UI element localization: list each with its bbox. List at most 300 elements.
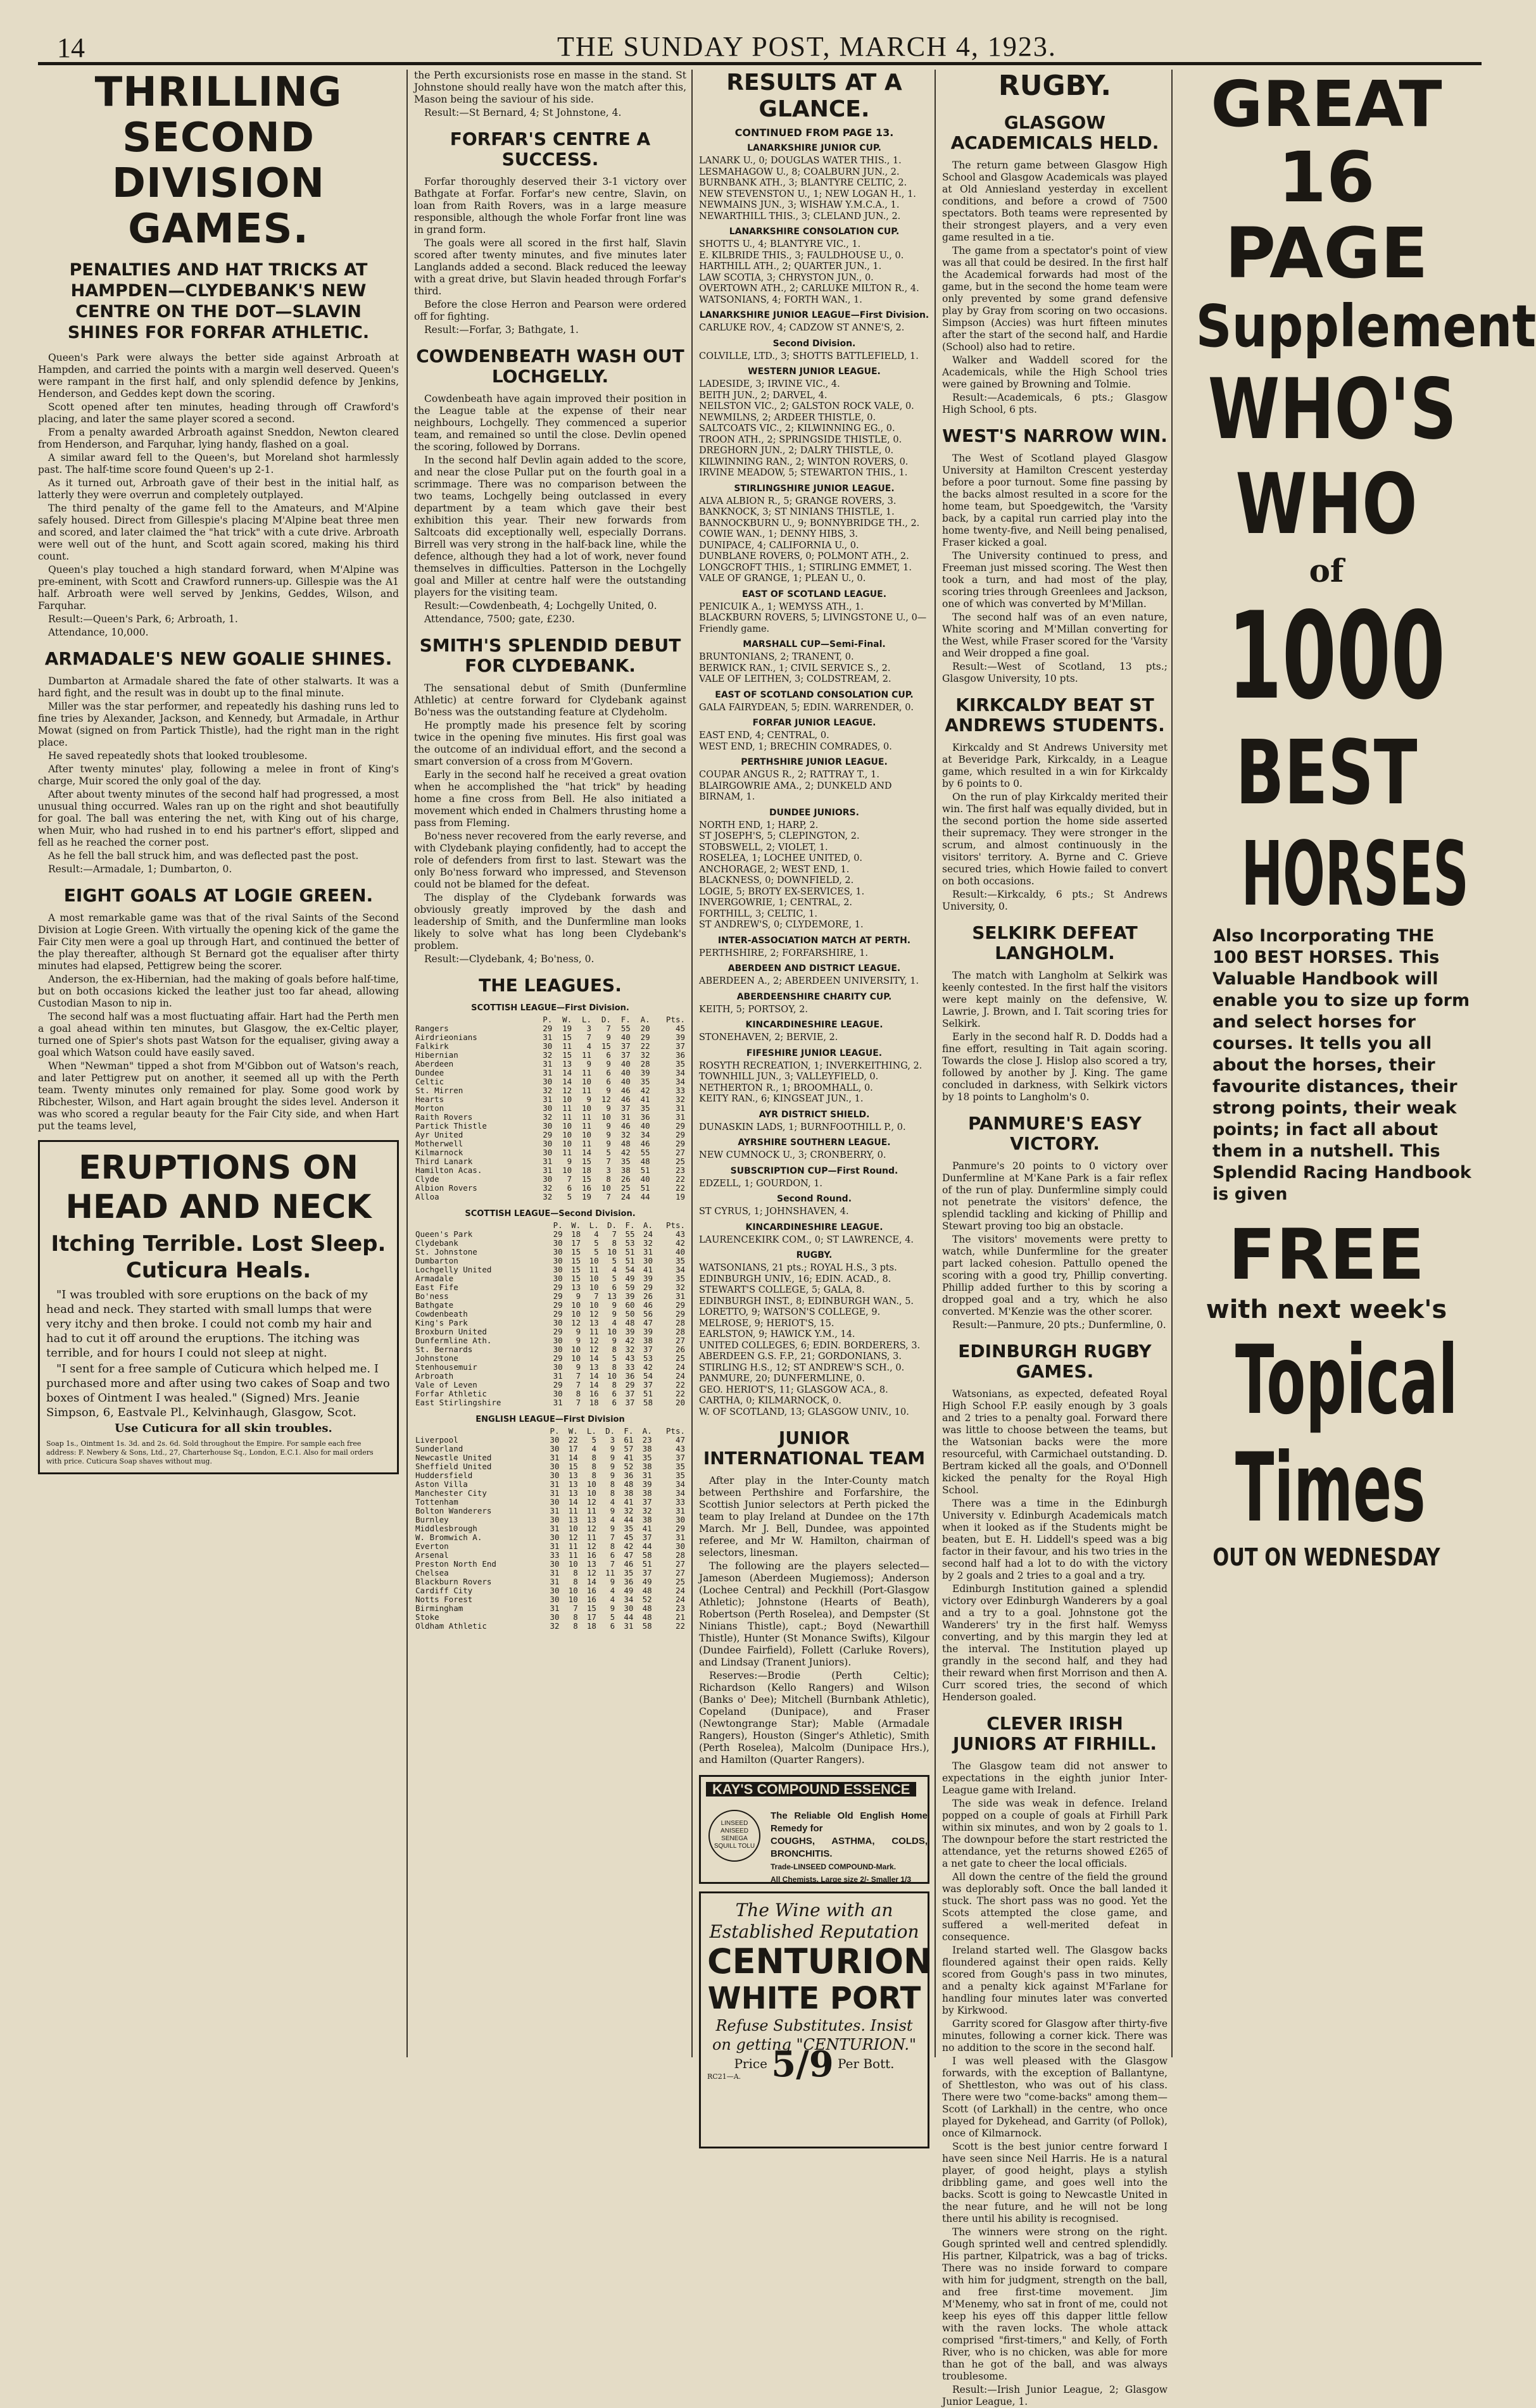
article-paragraph: Edinburgh Institution gained a splendid victory over Edinburgh Wanderers by a goal and a try to a goal. Johnstone got the Wanderers' try in the first half. Wemyss converting, and by this margin they led at the interval. The Institution played up grandly in the second half, and they had their reward when first Morrison and then A. Curr scored tries, the second of which Henderson goaled.	[942, 1583, 1168, 1703]
supp-topical: Topical	[1235, 1326, 1458, 1436]
stat-cell: 9	[610, 1471, 615, 1480]
stat-cell: 19	[581, 1192, 592, 1201]
stat-cell: 29	[675, 1300, 685, 1310]
stat-cell: 12	[586, 1497, 596, 1507]
table-row	[414, 1551, 686, 1560]
stat-cell: 23	[675, 1603, 685, 1613]
team-name-cell: Motherwell	[415, 1139, 463, 1148]
stat-cell: 3	[586, 1024, 592, 1033]
result-line: COLVILLE, LTD., 3; SHOTTS BATTLEFIELD, 1.	[699, 351, 919, 361]
stat-cell: 53	[625, 1238, 635, 1248]
article-paragraph: The second half was a most fluctuating affair. Hart had the Perth men a goal ahead within ten minutes, but Glasgow, the ex-Celtic player, turned one of Spier's shots past Watson for the equaliser, giving away a goal which Watson could have easily saved.	[38, 1011, 399, 1058]
stat-cell: 30	[550, 1435, 560, 1445]
stat-cell: 49	[625, 1274, 635, 1283]
result-line: COWIE WAN., 1; DENNY HIBS, 3.	[699, 529, 859, 539]
result-line: VALE OF GRANGE, 1; PLEAN U., 0.	[699, 574, 866, 584]
stat-cell: 36	[624, 1471, 634, 1480]
stat-cell: 13	[589, 1362, 599, 1372]
stat-cell: 6	[612, 1398, 617, 1407]
stat-cell: 13	[568, 1515, 578, 1524]
match-result: Result:—West of Scotland, 13 pts.; Glasgow University, 10 pts.	[942, 661, 1168, 684]
stat-cell: 31	[675, 1112, 685, 1122]
stat-cell: 32	[543, 1183, 553, 1193]
stat-cell: 7	[586, 1032, 592, 1042]
stat-cell: 32	[640, 1050, 650, 1060]
table-row	[414, 1131, 686, 1139]
stat-cell: 33	[675, 1086, 685, 1095]
stat-cell: 10	[589, 1282, 599, 1292]
stat-cell: 35	[675, 1059, 685, 1069]
stat-cell: 8	[576, 1389, 581, 1398]
advert-tagline: Use Cuticura for all skin troubles.	[115, 1422, 332, 1435]
result-line: LAW SCOTIA, 3; CHRYSTON JUN., 0.	[699, 272, 874, 283]
result-line: WEST END, 1; BRECHIN COMRADES, 0.	[699, 741, 892, 752]
table-row	[414, 1372, 686, 1381]
result-line: LOGIE, 5; BROTY EX-SERVICES, 1.	[699, 886, 865, 897]
column-4	[942, 70, 1168, 2407]
stat-cell: 4	[594, 1229, 599, 1239]
table-row	[414, 1327, 686, 1336]
article-paragraph: A similar award fell to the Queen's, but Moreland shot harmlessly past. The half-time score found Queen's up 2-1.	[38, 452, 399, 475]
stat-cell: 37	[642, 1497, 652, 1507]
stat-cell: 25	[675, 1353, 685, 1363]
stat-cell: 8	[612, 1380, 617, 1389]
stat-cell: 31	[550, 1603, 560, 1613]
article-paragraph: The display of the Clydebank forwards was obviously greatly improved by the dash and leadership of Smith, and the Dunfermline man looks likely to solve what has long been Clydebank's problem.	[414, 892, 686, 951]
stat-cell: 7	[576, 1371, 581, 1381]
stat-cell: 19	[562, 1024, 572, 1033]
results-section-heading: PERTHSHIRE JUNIOR LEAGUE.	[741, 757, 888, 767]
stat-cell: 38	[643, 1336, 653, 1345]
stat-cell: 40	[620, 1059, 631, 1069]
centurion-advert	[699, 1891, 933, 2148]
supp-next-week: with next week's	[1206, 1295, 1447, 1324]
stat-cell: 6	[606, 1077, 611, 1086]
team-name-cell: Hibernian	[415, 1050, 458, 1060]
stat-cell: 44	[642, 1541, 652, 1551]
stat-cell: 5	[612, 1274, 617, 1283]
stat-cell: 32	[543, 1086, 553, 1095]
stat-cell: 45	[675, 1024, 685, 1033]
stat-cell: 29	[640, 1032, 650, 1042]
team-name-cell: Celtic	[415, 1077, 444, 1086]
stat-cell: 31	[550, 1506, 560, 1515]
stat-cell: 9	[606, 1086, 611, 1095]
article-paragraph: Queen's Park were always the better side against Arbroath at Hampden, and carried the points with a margin well deserved. Queen's were rampant in the first half, and only splendid defence by Jenkins, Henderson, and Geddes kept down the scoring.	[38, 352, 399, 399]
article-paragraph: As it turned out, Arbroath gave of their best in the initial half, as latterly they were overrun and completely outplayed.	[38, 477, 399, 501]
stat-cell: 10	[562, 1094, 572, 1104]
result-line: FORTHILL, 3; CELTIC, 1.	[699, 908, 818, 919]
team-name-cell: Johnstone	[415, 1353, 458, 1363]
stat-cell: 37	[642, 1568, 652, 1577]
article-paragraph: Scott opened after ten minutes, heading through off Crawford's placing, and later the same player scored a second.	[38, 401, 399, 425]
team-name-cell: Everton	[415, 1541, 449, 1551]
stat-cell: 11	[568, 1506, 578, 1515]
article-paragraph: Ireland started well. The Glasgow backs floundered against their open raids. Kelly scored from Gough's pass in two minutes, and a penalty kick against M'Farlane for handling four minutes later was converted by Kirkwood.	[942, 1945, 1168, 2016]
result-line: MELROSE, 9; HERIOT'S, 15.	[699, 1318, 834, 1329]
result-line: ALVA ALBION R., 5; GRANGE ROVERS, 3.	[699, 496, 897, 506]
stat-cell: 61	[624, 1435, 634, 1445]
stat-cell: 31	[543, 1165, 553, 1175]
advert-code: RC21—A.	[707, 2073, 741, 2081]
team-name-cell: St. Johnstone	[415, 1247, 477, 1257]
result-line: BLACKBURN ROVERS, 5; LIVINGSTONE U., 0—Friendly game.	[699, 613, 927, 634]
stat-cell: 37	[620, 1050, 631, 1060]
stat-cell: 34	[624, 1595, 634, 1604]
stat-cell: 31	[553, 1398, 563, 1407]
stat-cell: 10	[568, 1559, 578, 1569]
stat-cell: 8	[610, 1541, 615, 1551]
result-line: STEWART'S COLLEGE, 5; GALA, 8.	[699, 1285, 865, 1295]
article-paragraph: the Perth excursionists rose en masse in the stand. St Johnstone should really have won the match after this, Mason being the saviour of his side.	[414, 70, 687, 105]
article-paragraph: He promptly made his presence felt by scoring twice in the opening five minutes. His first goal was the outcome of an individual effort, and the second a smart conversion of a cross from M'Govern.	[414, 720, 686, 767]
stat-cell: 20	[675, 1398, 685, 1407]
stat-cell: 9	[612, 1300, 617, 1310]
supp-horses: HORSES	[1241, 823, 1469, 926]
stat-cell: 24	[620, 1192, 631, 1201]
stat-cell: 9	[610, 1462, 615, 1471]
stat-cell: 41	[624, 1453, 634, 1462]
stat-cell: 34	[675, 1077, 685, 1086]
article-paragraph: Dumbarton at Armadale shared the fate of other stalwarts. It was a hard fight, and the result was in doubt up to the final minute.	[38, 675, 399, 699]
table-row	[414, 1533, 686, 1542]
result-line: NEILSTON VIC., 2; GALSTON ROCK VALE, 0.	[699, 401, 914, 411]
team-name-cell: Aberdeen	[415, 1059, 454, 1069]
stat-cell: 42	[620, 1148, 631, 1157]
article-paragraph: Cowdenbeath have again improved their position in the League table at the expense of their near neighbours, Lochgelly. They commenced a superior team, and remained so until the close. Devlin opened the scoring, followed by Dorrans.	[414, 393, 686, 453]
stat-cell: 38	[642, 1488, 652, 1498]
stat-cell: 9	[606, 1139, 611, 1148]
article-paragraph: Miller was the star performer, and repeatedly his dashing runs led to fine tries by Alexander, Jackson, and Kennedy, but Armadale, in Arthur Mowat (signed on from Partick Thistle), had the right man in the right place.	[38, 701, 399, 748]
article-headline: SMITH'S SPLENDID DEBUT FOR CLYDEBANK.	[419, 635, 681, 676]
stat-cell: 41	[640, 1094, 650, 1104]
article-headline: EDINBURGH RUGBY GAMES.	[958, 1341, 1152, 1382]
stat-cell: 37	[625, 1398, 635, 1407]
table-row	[414, 1310, 686, 1319]
stat-cell: 22	[675, 1183, 685, 1193]
stat-cell: 10	[589, 1300, 599, 1310]
table-row	[414, 1033, 686, 1042]
stat-cell: 52	[642, 1595, 652, 1604]
result-line: EDINBURGH UNIV., 16; EDIN. ACAD., 8.	[699, 1274, 891, 1284]
advert-lead: The Wine with an Established Reputation	[709, 1900, 919, 1942]
match-result: Result:—Irish Junior League, 2; Glasgow Junior League, 1.	[942, 2384, 1168, 2407]
league-header-cell	[414, 1427, 542, 1436]
stat-cell: 5	[594, 1247, 599, 1257]
league-header-cell: F.	[625, 1220, 635, 1230]
stat-cell: 13	[571, 1282, 581, 1292]
stat-cell: 4	[610, 1515, 615, 1524]
stat-cell: 30	[543, 1077, 553, 1086]
stat-cell: 58	[642, 1621, 652, 1631]
team-name-cell: Airdrieonians	[415, 1032, 477, 1042]
stat-cell: 27	[675, 1336, 685, 1345]
league-header-cell: P.	[553, 1220, 563, 1230]
results-section-heading: EAST OF SCOTLAND CONSOLATION CUP.	[715, 689, 914, 700]
stat-cell: 14	[562, 1077, 572, 1086]
team-name-cell: Aston Villa	[415, 1479, 468, 1489]
stat-cell: 31	[543, 1059, 553, 1069]
stat-cell: 25	[675, 1577, 685, 1586]
stat-cell: 39	[643, 1327, 653, 1336]
stat-cell: 25	[675, 1157, 685, 1166]
team-name-cell: Liverpool	[415, 1435, 458, 1445]
article-headline: WEST'S NARROW WIN.	[942, 425, 1168, 446]
stat-cell: 43	[675, 1444, 685, 1453]
result-line: LANARK U., 0; DOUGLAS WATER THIS., 1.	[699, 156, 902, 166]
stat-cell: 35	[640, 1103, 650, 1113]
stat-cell: 30	[553, 1256, 563, 1265]
stat-cell: 29	[553, 1380, 563, 1389]
result-line: LADESIDE, 3; IRVINE VIC., 4.	[699, 379, 840, 389]
article-paragraph: The match with Langholm at Selkirk was keenly contested. In the first half the visitors were kept mainly on the defensive, W. Lawrie, J. Brown, and I. Tait scoring tries for Selkirk.	[942, 970, 1168, 1029]
stat-cell: 12	[586, 1541, 596, 1551]
stat-cell: 10	[571, 1345, 581, 1354]
stat-cell: 9	[576, 1327, 581, 1336]
article-headline: KIRKCALDY BEAT ST ANDREWS STUDENTS.	[945, 694, 1165, 736]
league-table-title: SCOTTISH LEAGUE—First Division.	[471, 1003, 629, 1013]
stat-cell: 12	[589, 1336, 599, 1345]
article-paragraph: The following are the players selected—Jameson (Aberdeen Mugiemoss); Anderson (Lochee Central) and Peckhill (Port-Glasgow Athletic); Johnstone (Hearts of Beath), Robertson (Perth Roselea), and Dempster (St Ninians Thistle), capt.; Boyd (Newarthill Thistle), Hunter (St Monance Swifts), Kilgour (Dundee Fairfield), Follett (Carluke Rovers), and Lindsay (Tranent Juniors).	[699, 1560, 929, 1668]
match-result: Result:—Panmure, 20 pts.; Dunfermline, 0.	[952, 1319, 1166, 1331]
result-line: ST ANDREW'S, 0; CLYDEMORE, 1.	[699, 920, 864, 930]
stat-cell: 15	[571, 1256, 581, 1265]
stat-cell: 30	[553, 1247, 563, 1257]
result-line: NEWARTHILL THIS., 3; CLELAND JUN., 2.	[699, 211, 901, 222]
stat-cell: 28	[675, 1327, 685, 1336]
league-header-cell: W.	[568, 1426, 578, 1436]
stat-cell: 9	[567, 1157, 572, 1166]
stat-cell: 42	[675, 1238, 685, 1248]
result-line: UNITED COLLEGES, 6; EDIN. BORDERERS, 3.	[699, 1340, 921, 1351]
table-row	[414, 1354, 686, 1363]
result-line: PERTHSHIRE, 2; FORFARSHIRE, 1.	[699, 948, 868, 958]
stat-cell: 29	[625, 1380, 635, 1389]
article-headline: SELKIRK DEFEAT LANGHOLM.	[972, 922, 1138, 963]
stat-cell: 46	[643, 1300, 653, 1310]
stat-cell: 42	[643, 1362, 653, 1372]
column-3	[699, 70, 933, 2085]
team-name-cell: St. Mirren	[415, 1086, 463, 1095]
article-paragraph: There was a time in the Edinburgh University v. Edinburgh Academicals match when it looked as if the Students might be beaten, but E. H. Liddell's speed was a big factor in their favour, and his two tries in the second half had a lot to do with the victory by 2 goals and 2 tries to a goal and a try.	[942, 1498, 1168, 1581]
results-section-heading: FORFAR JUNIOR LEAGUE.	[752, 718, 876, 728]
cuticura-advert	[38, 1140, 399, 1474]
stat-cell: 10	[562, 1121, 572, 1131]
stat-cell: 51	[625, 1256, 635, 1265]
league-header-cell: Pts.	[665, 1426, 685, 1436]
stat-cell: 42	[640, 1086, 650, 1095]
article-paragraph: The West of Scotland played Glasgow University at Hamilton Crescent yesterday before a poor turnout. Some fine passing by the backs almost resulted in a score for the home team, but Spoedgewitch, the 'Varsity back, by a capital run carried play into the home twenty-five, and Neill being penalised, Fraser kicked a goal.	[942, 453, 1168, 548]
stat-cell: 9	[610, 1603, 615, 1613]
result-line: CARTHA, 0; KILMARNOCK, 0.	[699, 1396, 841, 1406]
stat-cell: 59	[625, 1282, 635, 1292]
advert-line: The Reliable Old English Home Remedy for	[771, 1810, 928, 1834]
stat-cell: 31	[620, 1112, 631, 1122]
stat-cell: 46	[640, 1139, 650, 1148]
stat-cell: 10	[568, 1595, 578, 1604]
advert-body: "I sent for a free sample of Cuticura which helped me. I purchased more and after using two cakes of Soap and two boxes of Ointment I was healed." (Signed) Mrs. Jeanie Simpson, 6, Eastvale Pl., Kelvinhaugh, Glasgow, Scot.	[46, 1362, 390, 1419]
supp-out-wednesday: OUT ON WEDNESDAY	[1212, 1543, 1440, 1571]
trademark-seal-icon: LINSEED ANISEED SENEGA SQUILL TOLU	[708, 1810, 760, 1862]
match-result: Result:—Clydebank, 4; Bo'ness, 0.	[424, 953, 595, 965]
table-row	[414, 1122, 686, 1131]
stat-cell: 13	[568, 1471, 578, 1480]
article-paragraph: From a penalty awarded Arbroath against Sneddon, Newton cleared from Henderson, and Farquhar, lying handy, flashed on a goal.	[38, 427, 399, 450]
table-row	[414, 1069, 686, 1077]
stat-cell: 44	[624, 1515, 634, 1524]
team-name-cell: Vale of Leven	[415, 1380, 477, 1389]
supp-whos: WHO'S	[1207, 361, 1457, 458]
stat-cell: 46	[620, 1086, 631, 1095]
table-row	[414, 1319, 686, 1327]
article-paragraph: The game from a spectator's point of view was all that could be desired. In the first half the Academical forwards had most of the game, but in the second the home team were only prevented by some grand defensive play by Gray from scoring on two occasions. Simpson (Accies) was hurt fifteen minutes after the start of the second half, and Hardie (School) also had to retire.	[942, 245, 1168, 353]
team-name-cell: Sunderland	[415, 1444, 463, 1453]
stat-cell: 43	[625, 1353, 635, 1363]
stat-cell: 44	[640, 1192, 650, 1201]
team-name-cell: Partick Thistle	[415, 1121, 487, 1131]
column-rule	[691, 70, 693, 2057]
results-section-heading: AYRSHIRE SOUTHERN LEAGUE.	[738, 1138, 891, 1148]
table-row	[414, 1265, 686, 1274]
stat-cell: 14	[589, 1353, 599, 1363]
table-row	[414, 1577, 686, 1586]
stat-cell: 10	[586, 1488, 596, 1498]
stat-cell: 30	[543, 1041, 553, 1051]
stat-cell: 5	[594, 1238, 599, 1248]
table-row	[414, 1166, 686, 1175]
stat-cell: 30	[550, 1595, 560, 1604]
stat-cell: 31	[553, 1371, 563, 1381]
league-header-cell: F.	[624, 1426, 634, 1436]
article-paragraph: Garrity scored for Glasgow after thirty-five minutes, following a corner kick. There was no addition to the score in the second half.	[942, 2018, 1168, 2054]
result-line: STIRLING H.S., 12; ST ANDREW'S SCH., 0.	[699, 1362, 905, 1373]
stat-cell: 9	[610, 1577, 615, 1586]
table-row	[414, 1613, 686, 1622]
team-name-cell: Sheffield United	[415, 1462, 492, 1471]
team-name-cell: Albion Rovers	[415, 1183, 477, 1193]
article-paragraph: A most remarkable game was that of the rival Saints of the Second Division at Logie Green. With virtually the opening kick of the game the Fair City men were a goal up through Hart, and continued the better of the play thereafter, although St Bernard got the equaliser after thirty minutes had elapsed, Pettigrew being the scorer.	[38, 912, 399, 972]
advert-footer: Soap 1s., Ointment 1s. 3d. and 2s. 6d. Sold throughout the Empire. For sample each free address: F. Newbery & Sons, Ltd., 27, Charterhouse Sq., London, E.C.1. Also for mail orders with price. Cuticura Soap shaves without mug.	[46, 1439, 374, 1465]
article-paragraph: After about twenty minutes of the second half had progressed, a most unusual thing occurred. Wales ran up on the right and shot beautifully for goal. The ball was entering the net, with King out of his charge, when Muir, who had rushed in to end his partner's effort, slipped and fell as he reached the corner post.	[38, 789, 399, 848]
stat-cell: 10	[562, 1139, 572, 1148]
result-line: EDZELL, 1; GOURDON, 1.	[699, 1178, 822, 1189]
stat-cell: 8	[573, 1621, 578, 1631]
stat-cell: 51	[643, 1389, 653, 1398]
stat-cell: 51	[625, 1247, 635, 1257]
table-row	[414, 1060, 686, 1069]
column-rule	[406, 70, 408, 2057]
stat-cell: 15	[571, 1274, 581, 1283]
match-result: Result:—Queen's Park, 6; Arbroath, 1.	[48, 613, 238, 625]
stat-cell: 4	[612, 1318, 617, 1327]
stat-cell: 15	[568, 1462, 578, 1471]
result-line: DUNIPACE, 4; CALIFORNIA U., 0.	[699, 540, 859, 551]
stat-cell: 9	[610, 1506, 615, 1515]
match-result: Result:—Forfar, 3; Bathgate, 1.	[424, 324, 579, 335]
stat-cell: 58	[643, 1398, 653, 1407]
price-unit: Per Bott.	[838, 2056, 895, 2071]
stat-cell: 30	[553, 1238, 563, 1248]
stat-cell: 10	[607, 1327, 617, 1336]
stat-cell: 29	[543, 1130, 553, 1139]
table-row	[414, 1104, 686, 1113]
stat-cell: 47	[675, 1435, 685, 1445]
article-paragraph: Watsonians, as expected, defeated Royal High School F.P. easily enough by 3 goals and 2 tries to a penalty goal. Forward there was little to choose between the teams, but the Watsonian backs were the more resourceful, with Carmichael outstanding. D. Bertram kicked all the goals, and O'Donnell kicked the penalty for the Royal High School.	[942, 1388, 1168, 1496]
stat-cell: 32	[550, 1621, 560, 1631]
stat-cell: 38	[624, 1488, 634, 1498]
stat-cell: 6	[606, 1050, 611, 1060]
table-row	[414, 1622, 686, 1631]
stat-cell: 48	[625, 1318, 635, 1327]
stat-cell: 34	[675, 1265, 685, 1274]
stat-cell: 54	[643, 1371, 653, 1381]
stat-cell: 35	[624, 1568, 634, 1577]
stat-cell: 13	[586, 1515, 596, 1524]
masthead	[38, 24, 1482, 65]
stat-cell: 29	[553, 1282, 563, 1292]
result-line: KILWINNING RAN., 2; WINTON ROVERS, 0.	[699, 456, 909, 467]
stat-cell: 51	[642, 1559, 652, 1569]
stat-cell: 5	[591, 1435, 596, 1445]
results-section-heading: MARSHALL CUP—Semi-Final.	[743, 639, 886, 649]
league-header-cell: W.	[562, 1015, 572, 1024]
advert-text	[771, 1810, 928, 1886]
results-section-heading: Second Round.	[776, 1194, 852, 1204]
stat-cell: 4	[591, 1444, 596, 1453]
stat-cell: 31	[643, 1247, 653, 1257]
stat-cell: 30	[550, 1586, 560, 1595]
stat-cell: 22	[675, 1389, 685, 1398]
article-paragraph: Walker and Waddell scored for the Academicals, while the High School tries were gained by Browning and Tolmie.	[942, 354, 1168, 390]
stat-cell: 22	[675, 1621, 685, 1631]
league-header-cell: P.	[550, 1426, 560, 1436]
result-line: IRVINE MEADOW, 5; STEWARTON THIS., 1.	[699, 468, 908, 478]
stat-cell: 37	[675, 1453, 685, 1462]
result-line: SHOTTS U., 4; BLANTYRE VIC., 1.	[699, 239, 861, 249]
table-row	[414, 1363, 686, 1372]
article-paragraph: He saved repeatedly shots that looked troublesome.	[48, 750, 308, 762]
stat-cell: 37	[642, 1533, 652, 1542]
stat-cell: 57	[624, 1444, 634, 1453]
stat-cell: 31	[550, 1568, 560, 1577]
stat-cell: 31	[550, 1541, 560, 1551]
stat-cell: 9	[576, 1362, 581, 1372]
stat-cell: 31	[550, 1453, 560, 1462]
stat-cell: 31	[675, 1506, 685, 1515]
stat-cell: 6	[610, 1550, 615, 1560]
result-line: BERWICK RAN., 1; CIVIL SERVICE S., 2.	[699, 663, 891, 674]
stat-cell: 8	[573, 1568, 578, 1577]
team-name-cell: Broxburn United	[415, 1327, 487, 1336]
league-table-title: SCOTTISH LEAGUE—Second Division.	[465, 1209, 636, 1219]
stat-cell: 6	[612, 1389, 617, 1398]
team-name-cell: Dumbarton	[415, 1256, 458, 1265]
match-result: Result:—Cowdenbeath, 4; Lochgelly United, 0.	[424, 600, 657, 611]
stat-cell: 30	[553, 1318, 563, 1327]
stat-cell: 20	[640, 1024, 650, 1033]
stat-cell: 26	[620, 1174, 631, 1184]
result-line: OVERTOWN ATH., 2; CARLUKE MILTON R., 4.	[699, 284, 919, 294]
stat-cell: 11	[562, 1112, 572, 1122]
result-line: EAST END, 4; CENTRAL, 0.	[699, 731, 829, 741]
team-name-cell: Birmingham	[415, 1603, 463, 1613]
stat-cell: 9	[612, 1309, 617, 1319]
stat-cell: 48	[642, 1612, 652, 1622]
result-line: STOBSWELL, 2; VIOLET, 1.	[699, 842, 828, 853]
column-rule	[935, 70, 936, 2057]
result-line: KEITY RAN., 6; KINGSEAT JUN., 1.	[699, 1094, 864, 1104]
team-name-cell: Clyde	[415, 1174, 439, 1184]
